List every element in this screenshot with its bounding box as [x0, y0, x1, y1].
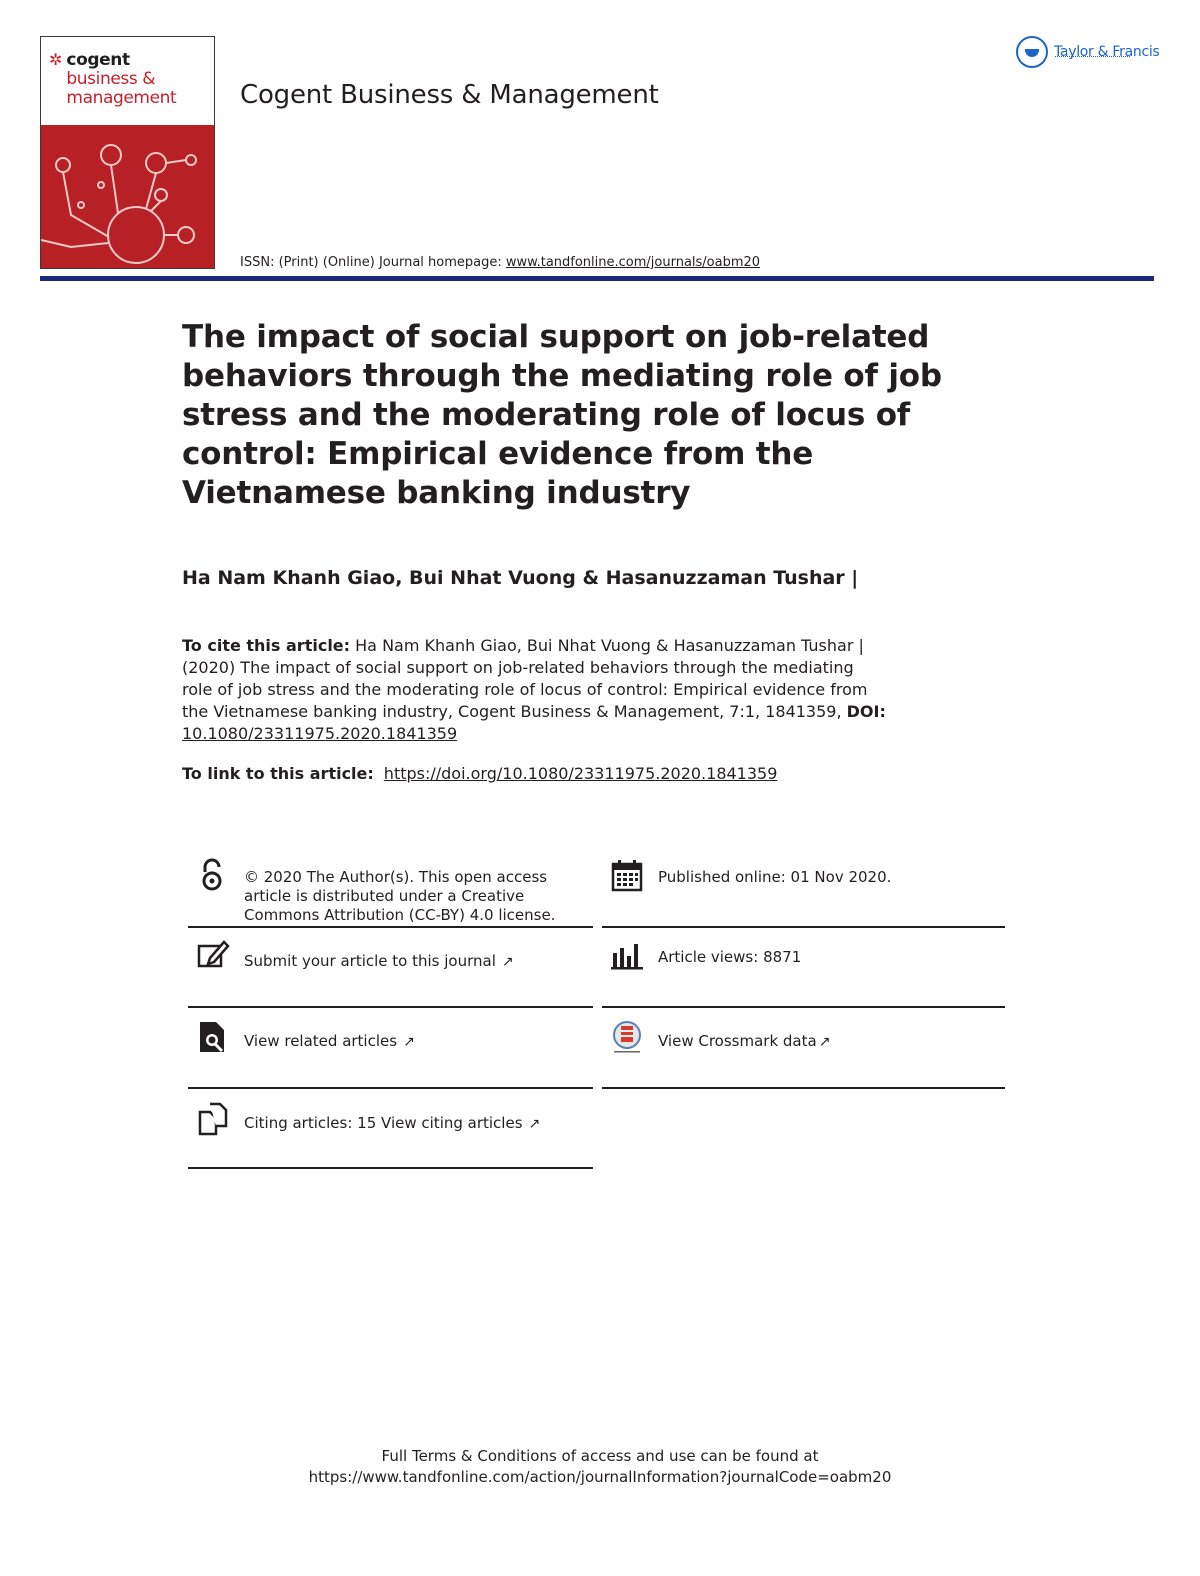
article-views-cell: [610, 938, 1000, 972]
citation-line-3: role of job stress and the moderating role of locus of control: Empirical evidence from: [182, 680, 868, 699]
grid-divider: [602, 1087, 1005, 1089]
journal-cover[interactable]: [40, 36, 215, 269]
journal-title[interactable]: Cogent Business & Management: [240, 80, 659, 110]
license-cell: [196, 858, 596, 925]
published-cell: [610, 858, 1000, 892]
calendar-icon: [610, 858, 644, 892]
submit-article-link[interactable]: [244, 938, 514, 972]
citation-line-4: [182, 701, 952, 723]
citation-line-5: [182, 723, 952, 745]
terms-line-1: Full Terms & Conditions of access and use can be found at: [381, 1447, 819, 1465]
cover-logo-line2: business &: [66, 69, 156, 89]
crossmark-link[interactable]: [658, 1020, 830, 1052]
citation-label: To cite this article:: [182, 636, 351, 655]
bar-chart-icon: [610, 938, 644, 972]
grid-divider: [188, 1167, 593, 1169]
cover-artwork: [41, 125, 214, 268]
crossmark-icon: [610, 1020, 644, 1054]
license-text: [244, 858, 555, 925]
cover-logo-line1: cogent: [66, 50, 130, 70]
grid-divider: [188, 926, 593, 928]
doi-link[interactable]: 10.1080/23311975.2020.1841359: [182, 724, 458, 743]
citation-block: [182, 635, 952, 745]
publisher-tagline-rule: [1055, 56, 1130, 61]
external-link-icon: ↗: [818, 1034, 831, 1050]
cogent-star-icon: ✲: [49, 50, 63, 69]
license-line-2: article is distributed under a Creative: [244, 887, 525, 905]
citing-articles-cell[interactable]: [196, 1102, 596, 1136]
cover-logo-line3: management: [66, 88, 177, 108]
cover-logo-text: [66, 51, 176, 108]
grid-divider: [188, 1087, 593, 1089]
submit-article-text: Submit your article to this journal: [244, 952, 496, 970]
citation-text-4: the Vietnamese banking industry, Cogent Business & Management, 7:1, 1841359,: [182, 702, 842, 721]
article-doi-url[interactable]: https://doi.org/10.1080/23311975.2020.1841359: [383, 764, 778, 783]
cogent-logo: [49, 51, 176, 108]
terms-url[interactable]: https://www.tandfonline.com/action/journalInformation?journalCode=oabm20: [308, 1468, 892, 1486]
related-articles-text: View related articles: [244, 1032, 398, 1050]
grid-divider: [602, 926, 1005, 928]
edit-icon: [196, 938, 230, 972]
issn-line: [240, 255, 760, 270]
article-views: Article views: 8871: [658, 948, 802, 966]
related-articles-cell[interactable]: [196, 1020, 596, 1054]
grid-divider: [188, 1006, 593, 1008]
external-link-icon: ↗: [501, 954, 514, 970]
citation-line-1: [182, 635, 952, 657]
related-articles-icon: [196, 1020, 230, 1054]
citing-articles-icon: [196, 1102, 230, 1136]
molecule-illustration: [41, 125, 214, 268]
published-date: Published online: 01 Nov 2020.: [658, 868, 892, 886]
submit-article-cell[interactable]: [196, 938, 596, 972]
header-divider: [40, 276, 1154, 281]
grid-divider: [602, 1006, 1005, 1008]
related-articles-link[interactable]: [244, 1020, 415, 1052]
license-line-1: © 2020 The Author(s). This open access: [244, 868, 548, 886]
crossmark-text: View Crossmark data: [658, 1032, 817, 1050]
article-title: The impact of social support on job-related behaviors through the mediating role of job stress and the moderating role of locus of control: Empirical evidence from the Vietnamese banking industry: [182, 319, 942, 511]
cover-header: [41, 37, 214, 125]
citing-articles-text: Citing articles: 15 View citing articles: [244, 1114, 523, 1132]
citing-articles-link[interactable]: [244, 1102, 540, 1134]
citation-text-1: Ha Nam Khanh Giao, Bui Nhat Vuong & Hasanuzzaman Tushar |: [355, 636, 864, 655]
crossmark-cell[interactable]: [610, 1020, 1000, 1054]
open-access-icon: [196, 858, 230, 892]
citation-line-2: (2020) The impact of social support on job-related behaviors through the mediating: [182, 658, 854, 677]
doi-label: DOI:: [846, 702, 886, 721]
external-link-icon: ↗: [528, 1116, 541, 1132]
issn-text: ISSN: (Print) (Online) Journal homepage:: [240, 255, 506, 270]
external-link-icon: ↗: [403, 1034, 415, 1050]
taylor-francis-logo[interactable]: [1016, 36, 1159, 68]
article-link-line: [182, 764, 777, 783]
taylor-francis-icon: [1016, 36, 1048, 68]
publisher-name: Taylor & Francis: [1054, 44, 1160, 60]
terms-footer: [0, 1446, 1200, 1488]
article-link-label: To link to this article:: [182, 764, 374, 783]
license-line-3: Commons Attribution (CC-BY) 4.0 license.: [244, 906, 556, 924]
journal-homepage-link[interactable]: www.tandfonline.com/journals/oabm20: [505, 255, 761, 270]
article-authors[interactable]: Ha Nam Khanh Giao, Bui Nhat Vuong & Hasanuzzaman Tushar |: [182, 567, 859, 589]
